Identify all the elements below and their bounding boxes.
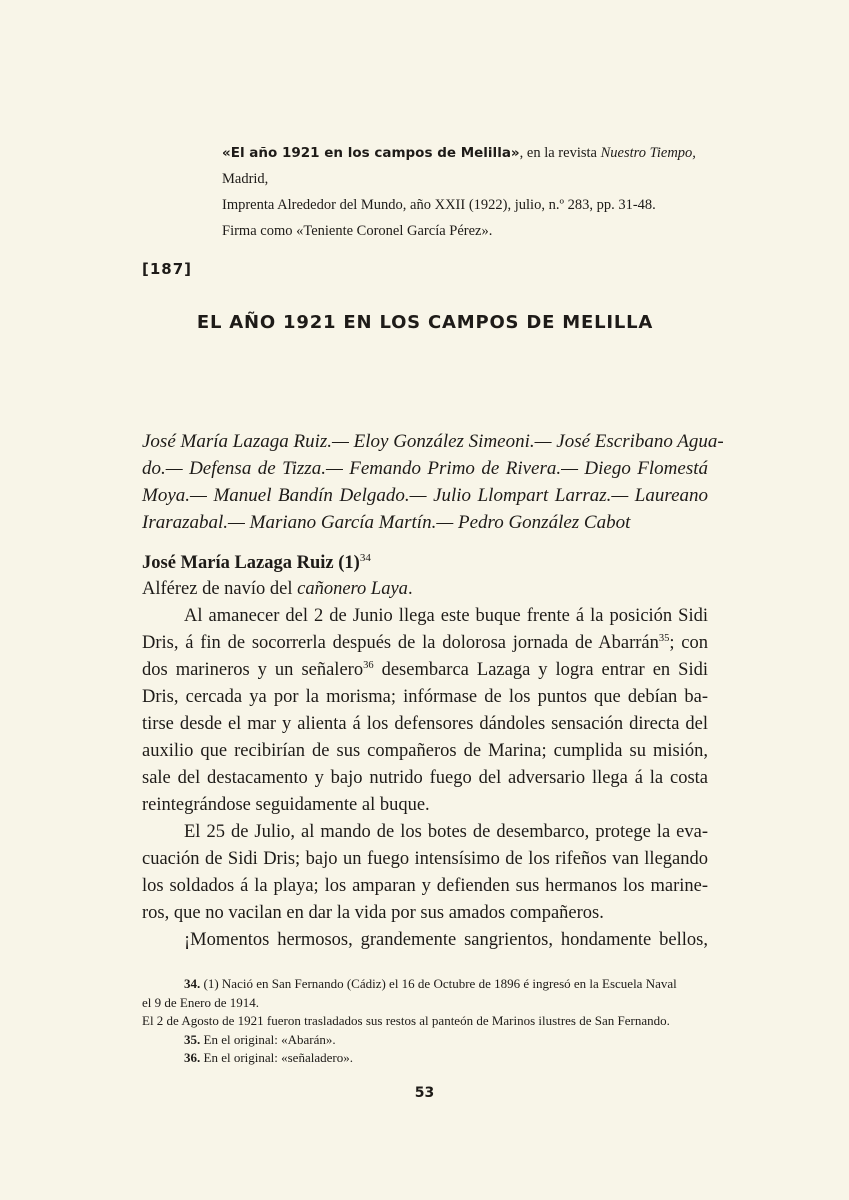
footnote-ref-36: 36 <box>363 660 374 671</box>
footnote-ref-35: 35 <box>658 633 670 644</box>
names-line: do.— Defensa de Tizza.— Femando Primo de Rivera.— Diego Flomestá <box>142 458 708 479</box>
paragraph-line: dos marineros y un señalero$^{36}$ desembarca Lazaga y logra entrar en Sidi <box>142 660 708 680</box>
rank-line: Alférez de navío del cañonero Laya. <box>142 579 413 599</box>
paragraph-line: auxilio que recibirían de sus compañeros de Marina; cumplida su misión, <box>142 741 708 761</box>
footnote-35: 35. En el original: «Abarán». <box>184 1031 336 1047</box>
footnote-36: 36. En el original: «señaladero». <box>184 1050 353 1065</box>
names-line: Moya.— Manuel Bandín Delgado.— Julio Llompart Larraz.— Laureano <box>142 485 708 506</box>
ship-name: cañonero Laya <box>297 579 408 599</box>
footnote-34-cont: El 2 de Agosto de 1921 fueron trasladados sus restos al panteón de Marinos ilustres de San Fernando. <box>142 1013 670 1028</box>
paragraph-line: ros, que no vacilan en dar la vida por sus amados compañeros. <box>142 903 604 923</box>
footnote-34-cont: el 9 de Enero de 1914. <box>142 994 259 1010</box>
header-line-3: Firma como «Teniente Coronel García Pérez». <box>222 223 493 239</box>
paragraph-line: tirse desde el mar y alienta á los defensores dándoles sensación directa del <box>142 714 708 734</box>
page-number: 53 <box>414 1085 435 1101</box>
article-title: «El año 1921 en los campos de Melilla» <box>222 145 520 161</box>
header-line-1: «El año 1921 en los campos de Melilla», en la revista Nuestro Tiempo, Madrid, <box>222 145 696 187</box>
footnote-ref-34: 34 <box>359 552 371 564</box>
paragraph-line: reintegrándose seguidamente al buque. <box>142 795 430 815</box>
names-summary <box>142 428 724 536</box>
footnote-34: 34. (1) Nació en San Fernando (Cádiz) el 16 de Octubre de 1896 é ingresó en la Escuela Naval <box>184 976 677 991</box>
header-line-2: Imprenta Alrededor del Mundo, año XXII (1922), julio, n.º 283, pp. 31-48. <box>222 197 656 213</box>
body-text <box>142 576 708 954</box>
paragraph-line: Dris, á fin de socorrerla después de la dolorosa jornada de Abarrán$^{35}$; con <box>142 633 708 653</box>
paragraph-line: El 25 de Julio, al mando de los botes de desembarco, protege la eva- <box>184 822 708 842</box>
paragraph-line: ¡Momentos hermosos, grandemente sangrientos, hondamente bellos, <box>184 930 708 950</box>
names-line: Irarazabal.— Mariano García Martín.— Pedro González Cabot <box>142 512 631 533</box>
paragraph-line: los soldados á la playa; los amparan y defienden sus hermanos los marine- <box>142 876 708 896</box>
magazine-name: Nuestro Tiempo, <box>600 145 696 161</box>
bibliographic-header <box>222 140 742 244</box>
names-line: José María Lazaga Ruiz.— Eloy González Simeoni.— José Escribano Agua- <box>142 431 724 452</box>
paragraph-line: Dris, cercada ya por la morisma; infórmase de los puntos que debían ba- <box>142 687 708 707</box>
section-heading: José María Lazaga Ruiz $(1)^{34}$ <box>142 552 371 573</box>
chapter-title: EL AÑO 1921 EN LOS CAMPOS DE MELILLA <box>196 312 654 333</box>
paragraph-line: Al amanecer del 2 de Junio llega este buque frente á la posición Sidi <box>184 606 708 626</box>
document-number: [187] <box>142 260 193 278</box>
footnotes <box>142 975 708 1068</box>
paragraph-line: cuación de Sidi Dris; bajo un fuego intensísimo de los rifeños van llegando <box>142 849 708 869</box>
paragraph-line: sale del destacamento y bajo nutrido fuego del adversario llega á la costa <box>142 768 708 788</box>
